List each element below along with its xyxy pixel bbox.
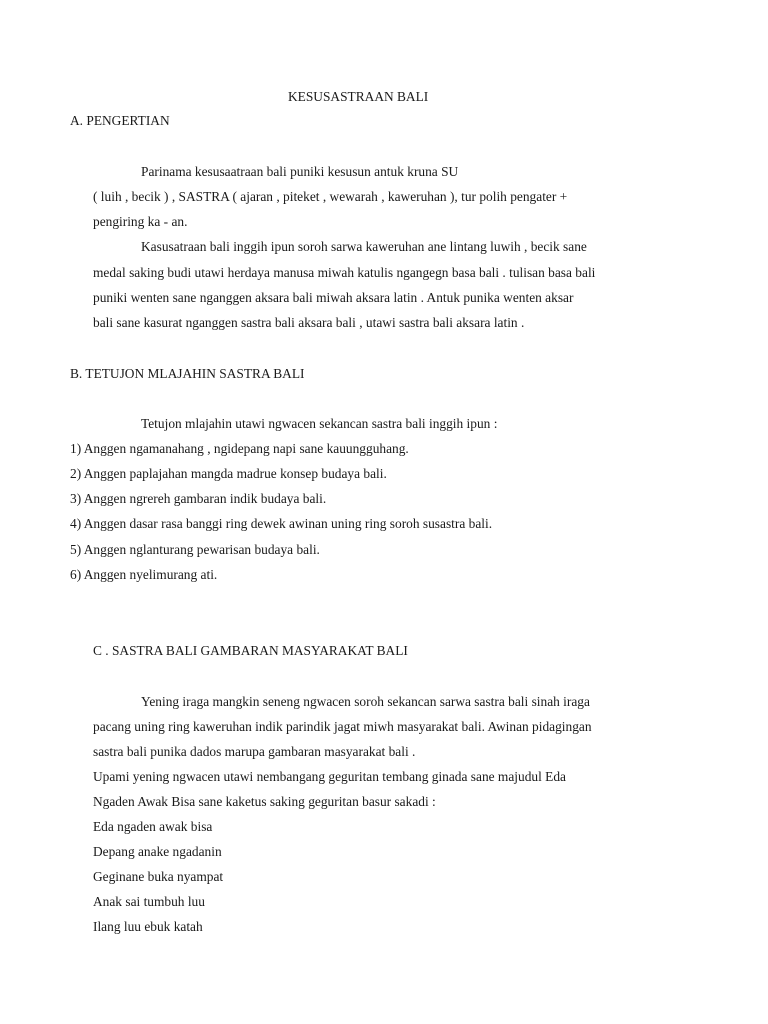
section-b-heading: B. TETUJON MLAJAHIN SASTRA BALI (70, 366, 305, 381)
list-item: 2) Anggen paplajahan mangda madrue konsep budaya bali. (70, 466, 387, 481)
list-item: 5) Anggen nglanturang pewarisan budaya bali. (70, 542, 320, 557)
poem-line: Eda ngaden awak bisa (93, 819, 213, 834)
list-item: 6) Anggen nyelimurang ati. (70, 567, 218, 582)
document-title: KESUSASTRAAN BALI (288, 89, 429, 104)
section-a-heading: A. PENGERTIAN (70, 113, 170, 128)
section-a-line: Kasusatraan bali inggih ipun soroh sarwa kaweruhan ane lintang luwih , becik sane (141, 239, 587, 254)
section-a-line: bali sane kasurat nganggen sastra bali aksara bali , utawi sastra bali aksara latin . (93, 315, 525, 330)
poem-line: Depang anake ngadanin (93, 844, 222, 859)
list-item: 4) Anggen dasar rasa banggi ring dewek awinan uning ring soroh susastra bali. (70, 516, 493, 531)
section-c-heading: C . SASTRA BALI GAMBARAN MASYARAKAT BALI (93, 643, 408, 658)
list-item: 3) Anggen ngrereh gambaran indik budaya bali. (70, 491, 327, 506)
section-a-line: medal saking budi utawi herdaya manusa miwah katulis ngangegn basa bali . tulisan basa bali (93, 265, 596, 280)
section-c-line: pacang uning ring kaweruhan indik parindik jagat miwh masyarakat bali. Awinan pidagingan (93, 719, 592, 734)
section-b-intro: Tetujon mlajahin utawi ngwacen sekancan sastra bali inggih ipun : (141, 416, 498, 431)
section-a-line: puniki wenten sane nganggen aksara bali miwah aksara latin . Antuk punika wenten aksar (93, 290, 574, 305)
section-a-line: Parinama kesusaatraan bali puniki kesusun antuk kruna SU (141, 164, 459, 179)
poem-line: Ilang luu ebuk katah (93, 919, 203, 934)
section-c-line: Yening iraga mangkin seneng ngwacen soroh sekancan sarwa sastra bali sinah iraga (141, 694, 590, 709)
poem-line: Anak sai tumbuh luu (93, 894, 205, 909)
poem-line: Geginane buka nyampat (93, 869, 224, 884)
list-item: 1) Anggen ngamanahang , ngidepang napi sane kauungguhang. (70, 441, 409, 456)
section-c-line: Upami yening ngwacen utawi nembangang geguritan tembang ginada sane majudul Eda (93, 769, 566, 784)
section-a-line: pengiring ka - an. (93, 214, 188, 229)
section-c-line: sastra bali punika dados marupa gambaran masyarakat bali . (93, 744, 416, 759)
section-c-line: Ngaden Awak Bisa sane kaketus saking geguritan basur sakadi : (93, 794, 436, 809)
section-a-line: ( luih , becik ) , SASTRA ( ajaran , piteket , wewarah , kaweruhan ), tur polih pengater + (93, 189, 568, 204)
